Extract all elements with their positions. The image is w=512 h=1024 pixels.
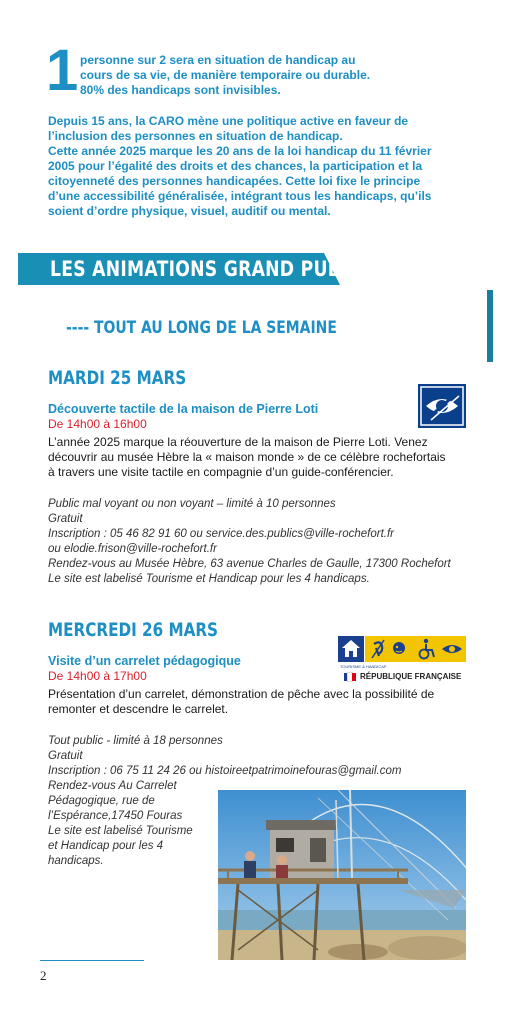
- intro-line: soient d’ordre physique, visuel, auditif ou mental.: [48, 204, 331, 218]
- big-number-one: 1: [46, 38, 79, 103]
- info-line: l’Espérance,17450 Fouras: [48, 810, 183, 822]
- section-subtitle: ---- TOUT AU LONG DE LA SEMAINE: [66, 318, 337, 338]
- event-info-2: [48, 734, 401, 779]
- side-accent-bar: [487, 290, 493, 362]
- event-time-1: De 14h00 à 16h00: [48, 417, 147, 431]
- info-line: handicaps.: [48, 855, 104, 867]
- info-line: ou elodie.frison@ville-rochefort.fr: [48, 543, 217, 555]
- info-line: Pédagogique, rue de: [48, 795, 155, 807]
- info-line: et Handicap pour les 4: [48, 840, 164, 852]
- intro-line: Depuis 15 ans, la CARO mène une politique active en faveur de: [48, 114, 409, 128]
- intro-lead-line: personne sur 2 sera en situation de handicap au: [80, 53, 356, 67]
- intro-lead: [80, 53, 470, 98]
- desc-line: remonter et descendre le carrelet.: [48, 702, 229, 716]
- info-line: Le site est labelisé Tourisme et Handicap pour les 4 handicaps.: [48, 573, 370, 585]
- info-line: Inscription : 05 46 82 91 60 ou service.des.publics@ville-rochefort.fr: [48, 528, 394, 540]
- intro-lead-line: cours de sa vie, de manière temporaire ou durable.: [80, 68, 371, 82]
- intro-line: 2005 pour l’égalité des droits et des chances, la participation et la: [48, 159, 423, 173]
- info-line: Tout public - limité à 18 personnes: [48, 735, 223, 747]
- event-location-2: [48, 779, 206, 869]
- event-time-2: De 14h00 à 17h00: [48, 669, 147, 683]
- desc-line: L’année 2025 marque la réouverture de la maison de Pierre Loti. Venez: [48, 435, 428, 449]
- intro-line: l’inclusion des personnes en situation de handicap.: [48, 129, 343, 143]
- visual-impairment-icon: [418, 384, 466, 428]
- event-day-1: MARDI 25 MARS: [48, 367, 187, 389]
- event-description-1: [48, 435, 468, 480]
- section-title: LES ANIMATIONS GRAND PUBLIC: [50, 257, 372, 281]
- intro-line: Cette année 2025 marque les 20 ans de la loi handicap du 11 février: [48, 144, 432, 158]
- desc-line: à travers une visite tactile en compagnie d’un guide-conférencier.: [48, 465, 394, 479]
- info-line: Le site est labelisé Tourisme: [48, 825, 193, 837]
- label-caption: TOURISME & HANDICAP: [340, 664, 387, 669]
- event-description-2: [48, 687, 468, 717]
- republic-label: [338, 671, 466, 683]
- desc-line: Présentation d’un carrelet, démonstration de pêche avec la possibilité de: [48, 687, 435, 701]
- page-number: 2: [40, 968, 47, 983]
- event-title-2: Visite d’un carrelet pédagogique: [48, 654, 241, 668]
- intro-lead-line: 80% des handicaps sont invisibles.: [80, 83, 281, 97]
- intro-line: d’une accessibilité généralisée, intégrant tous les handicaps, qu’ils: [48, 189, 432, 203]
- info-line: Public mal voyant ou non voyant – limité à 10 personnes: [48, 498, 336, 510]
- event-info-1: [48, 497, 451, 587]
- carrelet-photo: [218, 790, 466, 960]
- info-line: Rendez-vous Au Carrelet: [48, 780, 177, 792]
- intro-paragraph: [48, 114, 470, 219]
- footer-rule: [40, 960, 144, 961]
- info-line: Rendez-vous au Musée Hèbre, 63 avenue Charles de Gaulle, 17300 Rochefort: [48, 558, 451, 570]
- info-line: Gratuit: [48, 513, 83, 525]
- republic-text: RÉPUBLIQUE FRANÇAISE: [360, 672, 462, 681]
- info-line: Inscription : 06 75 11 24 26 ou histoireetpatrimoinefouras@gmail.com: [48, 765, 402, 777]
- event-day-2: MERCREDI 26 MARS: [48, 619, 219, 641]
- tourisme-handicap-logo: [338, 636, 466, 670]
- event-title-1: Découverte tactile de la maison de Pierre Loti: [48, 402, 319, 416]
- desc-line: découvrir au musée Hèbre la « maison monde » de ce célèbre rochefortais: [48, 450, 446, 464]
- info-line: Gratuit: [48, 750, 83, 762]
- intro-line: citoyenneté des personnes handicapées. Cette loi fixe le principe: [48, 174, 421, 188]
